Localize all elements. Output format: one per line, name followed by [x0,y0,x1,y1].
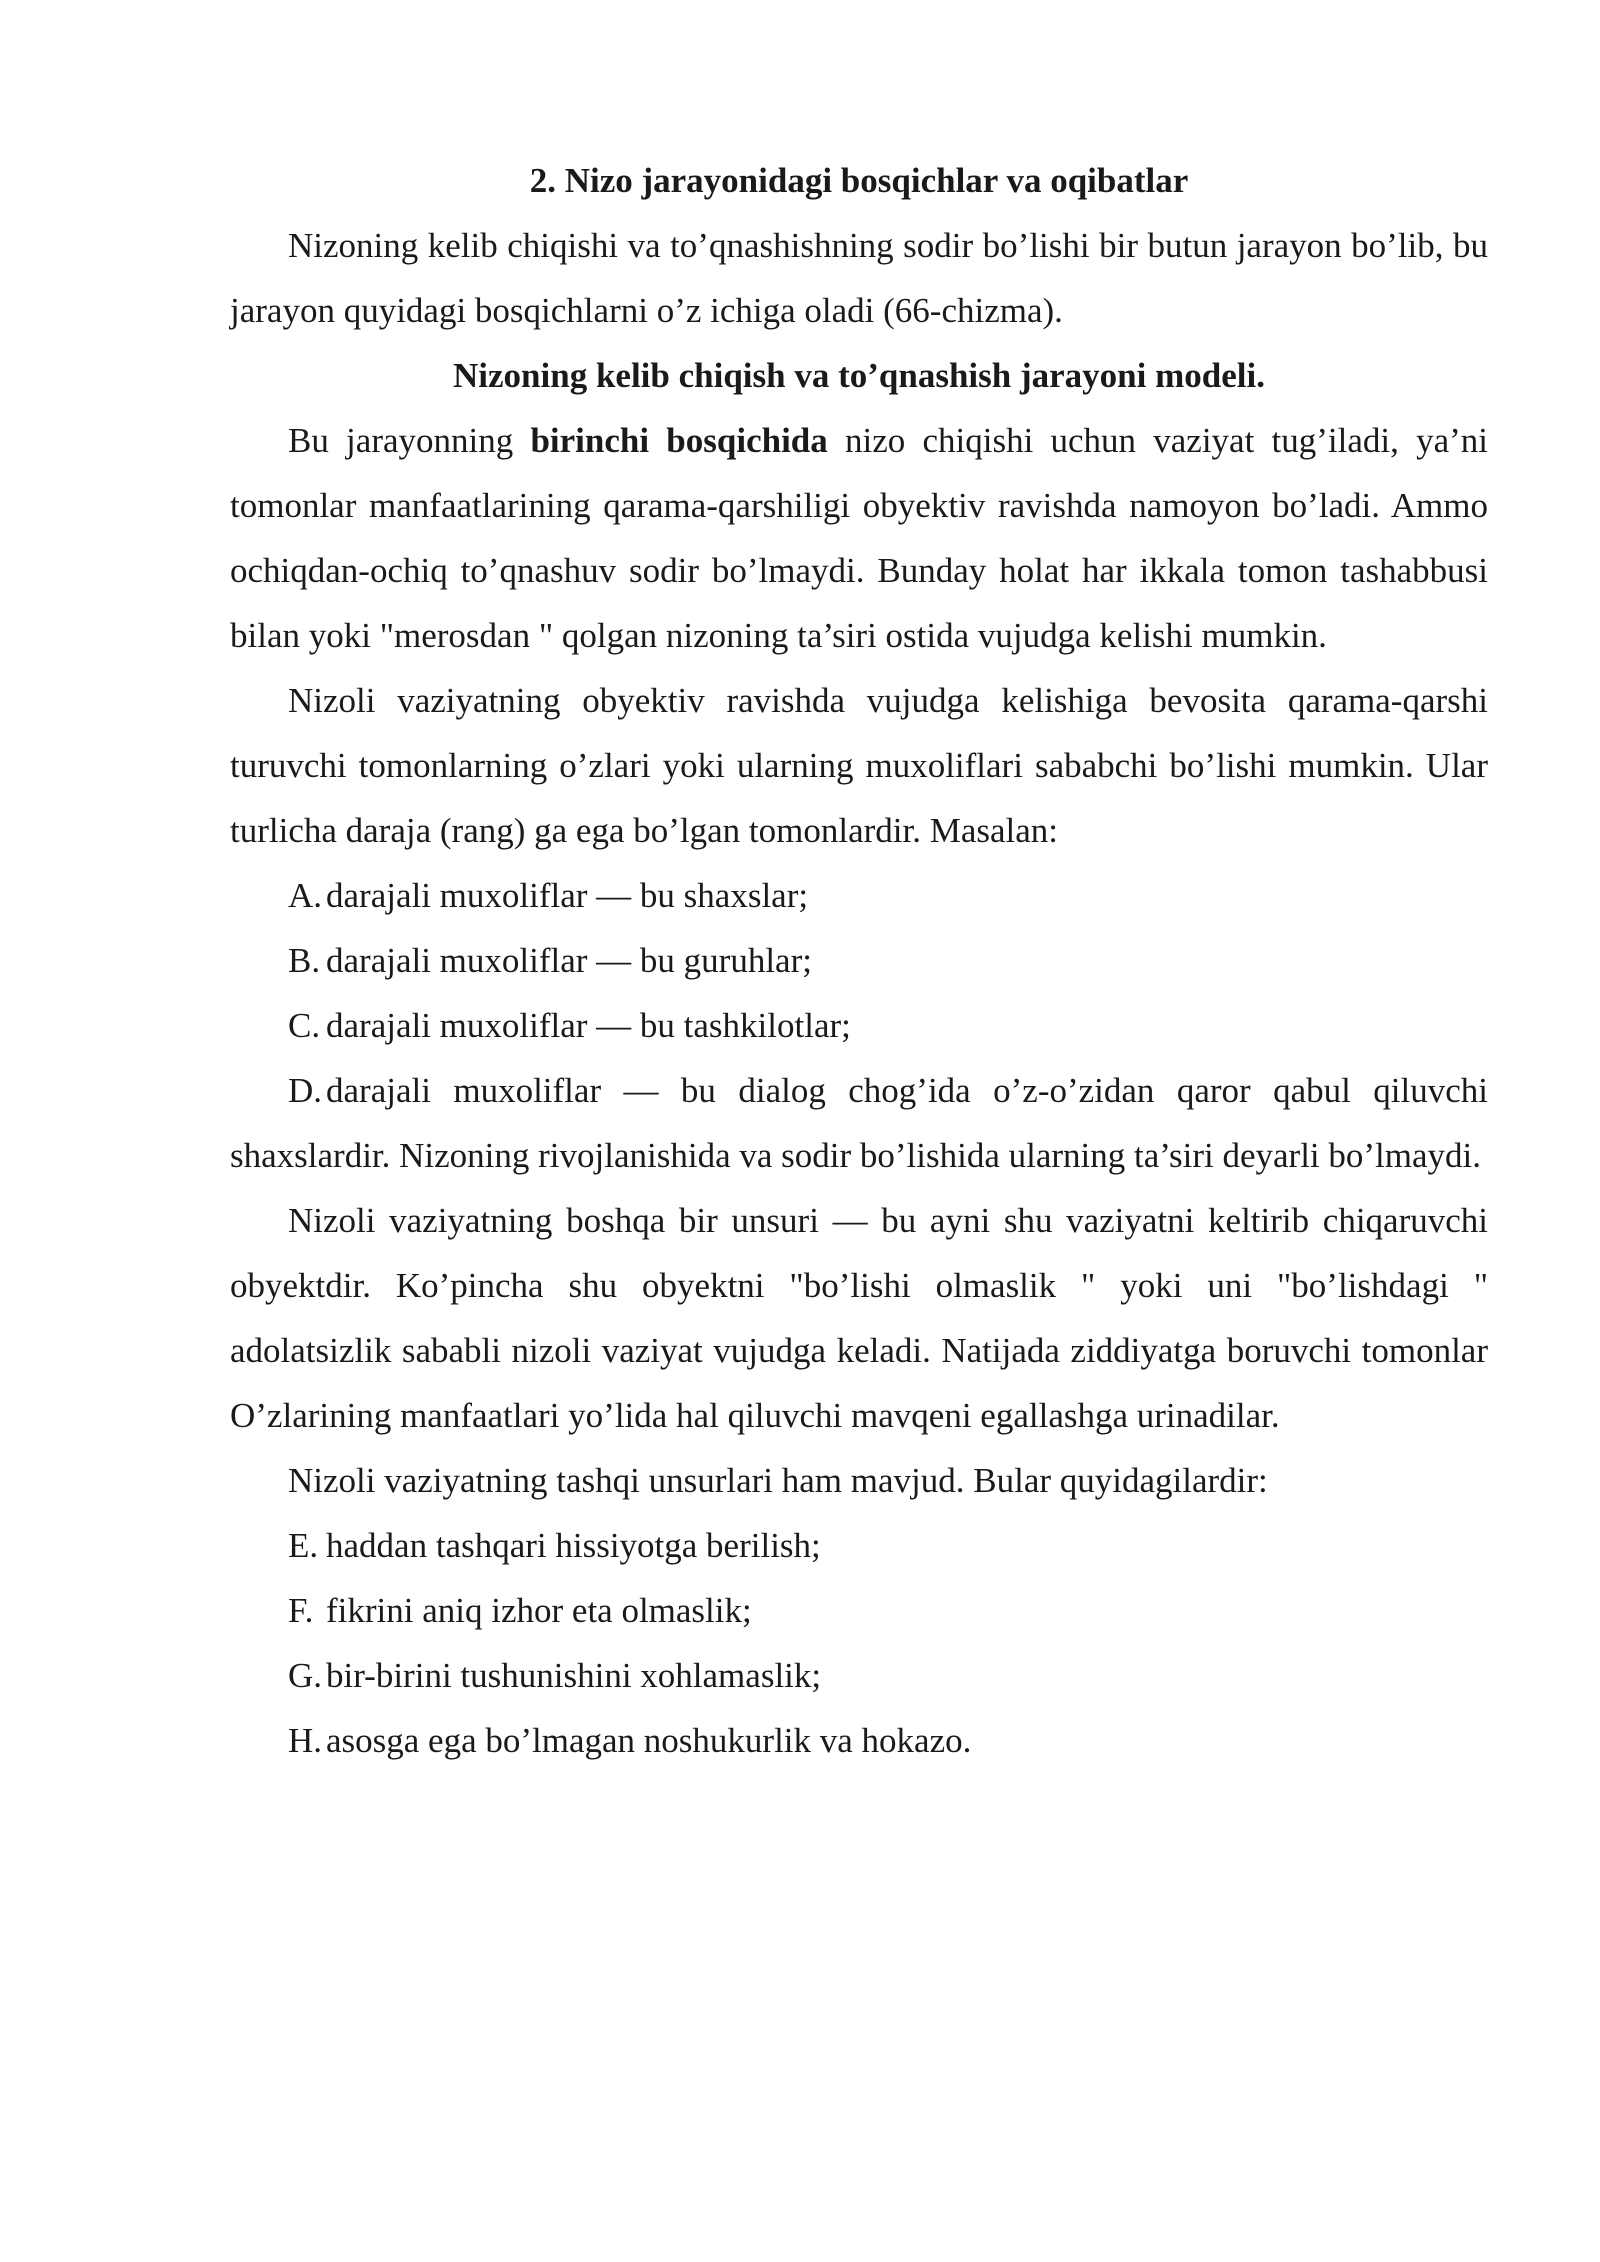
list-marker: F. [288,1591,314,1630]
list-marker: C. [288,1006,321,1045]
document-page [230,148,1488,1773]
list-marker: A. [288,876,323,915]
list-item-text: fikrini aniq izhor eta olmaslik; [326,1591,752,1630]
paragraph-first-stage-rest: nizo chiqishi uchun vaziyat tug’iladi, ya’ni tomonlar manfaatlarining qarama-qarshiligi obyektiv ravishda namoyon bo’ladi. Ammo ochiqdan-ochiq to’qnashuv sodir bo’lmaydi. Bunday holat har ikkala tomon tashabbusi bilan yoki "merosdan " qolgan nizoning ta’siri ostida vujudga kelishi mumkin. [230,421,1488,655]
list-item-text: asosga ega bo’lmagan noshukurlik va hokazo. [326,1721,972,1760]
list-item-text: darajali muxoliflar — bu guruhlar; [326,941,812,980]
list-marker: E. [288,1526,319,1565]
paragraph-first-stage-start: Bu jarayonning [288,421,531,460]
list-marker: B. [288,941,321,980]
paragraph-first-stage [230,408,1488,668]
list-item-e [230,1513,1488,1578]
list-item-a [230,863,1488,928]
list-item-f [230,1578,1488,1643]
list-item-text: darajali muxoliflar — bu shaxslar; [326,876,809,915]
list-item-text: darajali muxoliflar — bu dialog chog’ida o’z-o’zidan qaror qabul qiluvchi shaxslardir. Nizoning rivojlanishida va sodir bo’lishida ularning ta’siri deyarli bo’lmaydi. [230,1071,1488,1175]
paragraph-external: Nizoli vaziyatning tashqi unsurlari ham mavjud. Bular quyidagilardir: [288,1461,1268,1500]
paragraph-object: Nizoli vaziyatning boshqa bir unsuri — bu ayni shu vaziyatni keltirib chiqaruvchi obyektdir. Ko’pincha shu obyektni "bo’lishi olmaslik " yoki uni "bo’lishdagi " adolatsizlik sababli nizoli vaziyat vujudga keladi. Natijada ziddiyatga boruvchi tomonlar O’zlarining manfaatlari yo’lida hal qiluvchi mavqeni egallashga urinadilar. [230,1201,1488,1435]
list-marker: G. [288,1656,323,1695]
list-item-text: haddan tashqari hissiyotga berilish; [326,1526,821,1565]
list-item-c [230,993,1488,1058]
intro-paragraph: Nizoning kelib chiqishi va to’qnashishning sodir bo’lishi bir butun jarayon bo’lib, bu jarayon quyidagi bosqichlarni o’z ichiga oladi (66-chizma). [230,226,1488,330]
list-item-text: bir-birini tushunishini xohlamaslik; [326,1656,822,1695]
list-item-h [230,1708,1488,1773]
list-item-b [230,928,1488,993]
list-item-text: darajali muxoliflar — bu tashkilotlar; [326,1006,851,1045]
model-subheading: Nizoning kelib chiqish va to’qnashish jarayoni modeli. [453,356,1265,395]
list-item-g [230,1643,1488,1708]
list-item-d [230,1058,1488,1188]
first-stage-bold: birinchi bosqichida [530,421,828,460]
paragraph-opponents: Nizoli vaziyatning obyektiv ravishda vujudga kelishiga bevosita qarama-qarshi turuvchi tomonlarning o’zlari yoki ularning muxoliflari sababchi bo’lishi mumkin. Ular turlicha daraja (rang) ga ega bo’lgan tomonlardir. Masalan: [230,681,1488,850]
list-marker: H. [288,1721,323,1760]
list-marker: D. [288,1071,323,1110]
section-heading: 2. Nizo jarayonidagi bosqichlar va oqibatlar [529,161,1189,200]
